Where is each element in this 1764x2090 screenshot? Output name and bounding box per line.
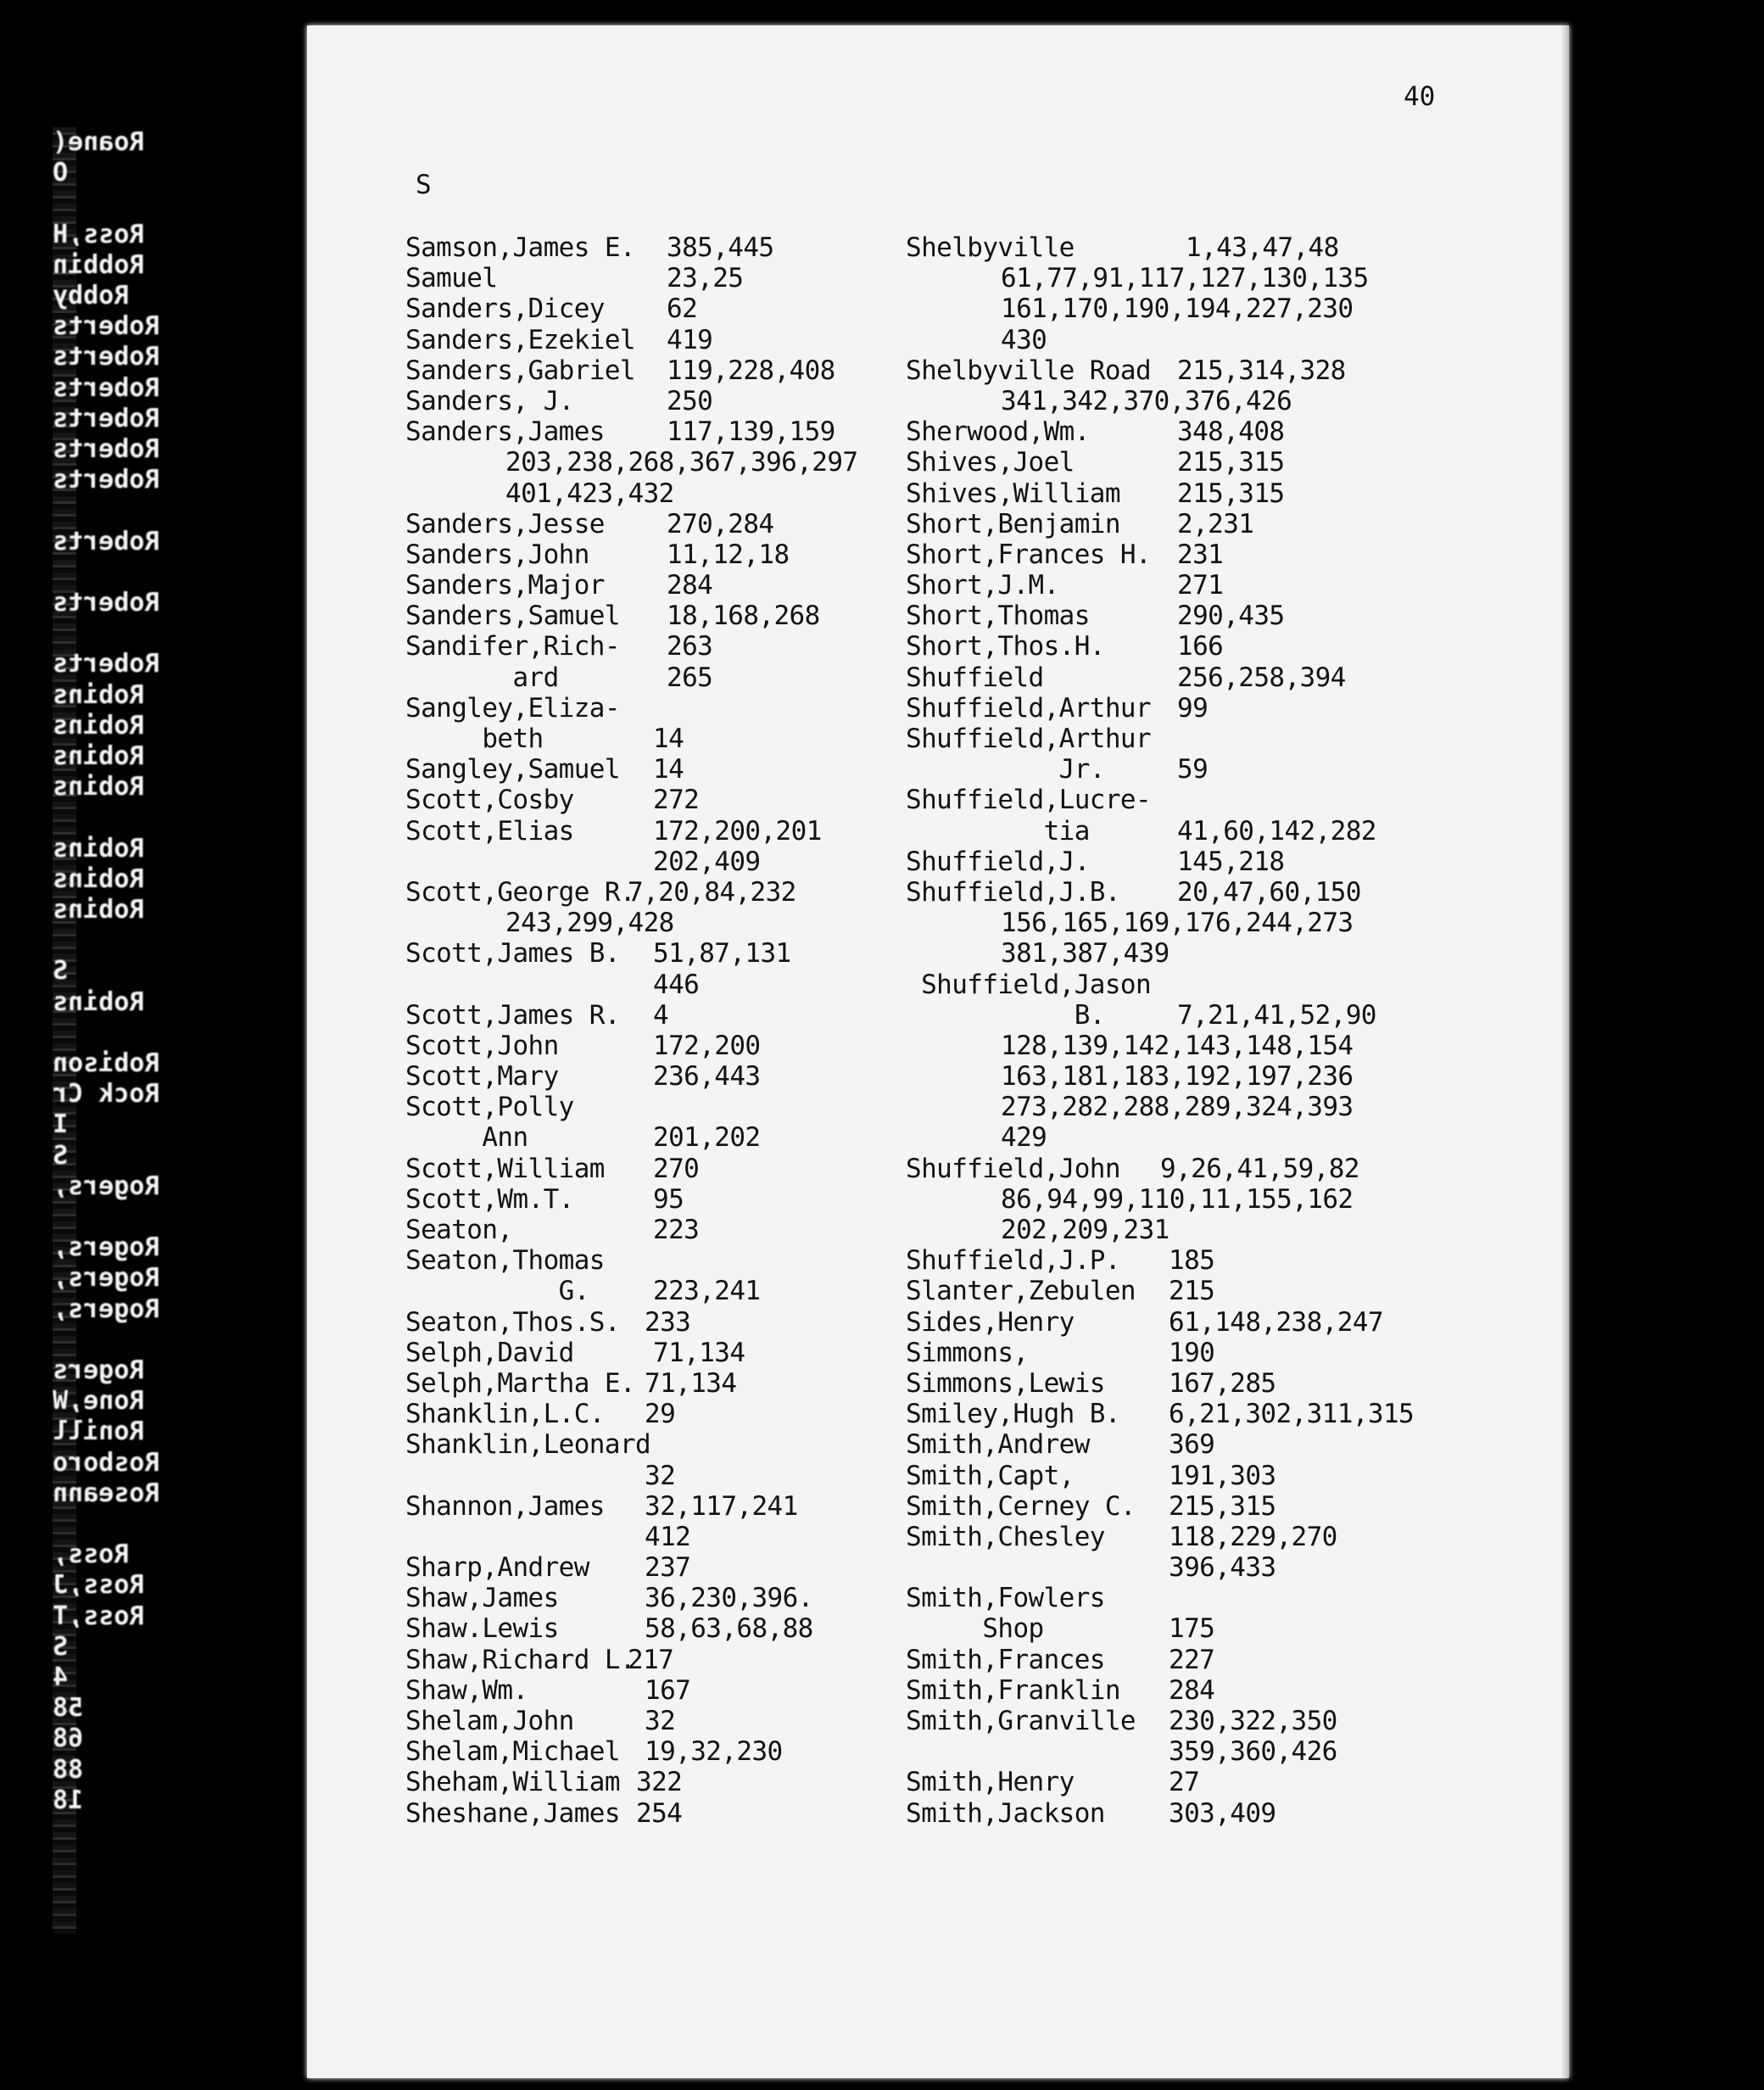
entry-pages: 29 <box>645 1399 676 1430</box>
index-entry <box>906 1461 1499 1491</box>
entry-pages: 215,315 <box>1177 478 1285 509</box>
entry-name: Smith,Cerney C. <box>906 1490 1136 1522</box>
bleed-through-text <box>53 557 171 588</box>
bleed-through-text: Robins <box>53 863 145 894</box>
entry-pages: 19,32,230 <box>645 1736 783 1768</box>
entry-name: Sanders,James <box>405 416 605 448</box>
entry-pages: 203,238,268,367,396,297 <box>505 447 858 478</box>
entry-pages: 145,218 <box>1177 846 1285 877</box>
entry-pages: 36,230,396. <box>645 1583 813 1614</box>
entry-name: Sandifer,Rich- <box>405 631 620 662</box>
entry-pages: 1,43,47,48 <box>1186 232 1339 263</box>
entry-pages: 272 <box>653 785 700 816</box>
bleed-through-text: Rock Cr <box>53 1079 160 1109</box>
index-entry <box>906 1000 1499 1031</box>
entry-pages: 381,387,439 <box>1001 938 1169 970</box>
index-entry <box>906 1276 1499 1306</box>
entry-name: Shop <box>906 1613 1044 1645</box>
bleed-through-text <box>53 188 171 219</box>
entry-name: Short,Benjamin <box>906 508 1120 539</box>
entry-pages: 412 <box>645 1521 691 1552</box>
bleed-through-text: Roberts <box>53 649 160 679</box>
bleed-through-text: Roberts <box>53 434 160 464</box>
index-entry <box>906 293 1499 324</box>
entry-pages: 58,63,68,88 <box>645 1613 813 1645</box>
entry-pages: 6,21,302,311,315 <box>1169 1399 1415 1430</box>
section-letter: S <box>416 170 432 200</box>
entry-pages: 303,409 <box>1169 1797 1276 1829</box>
bleed-through-text: Roberts <box>53 465 160 495</box>
entry-pages: 223 <box>653 1215 700 1245</box>
bleed-through-text: S <box>53 1631 69 1662</box>
entry-pages: 167,285 <box>1169 1367 1276 1399</box>
bleed-through-text: Ross,T <box>53 1601 145 1631</box>
bleed-through-text: Robby <box>53 281 130 310</box>
entry-pages: 20,47,60,150 <box>1177 876 1361 908</box>
entry-name: Shuffield,J.B. <box>906 876 1120 908</box>
entry-name: Simmons,Lewis <box>906 1367 1105 1399</box>
index-entry <box>906 1122 1499 1153</box>
entry-pages: 256,258,394 <box>1177 662 1346 693</box>
bleed-through-text <box>53 1018 171 1048</box>
index-entry <box>906 785 1499 815</box>
entry-pages: 119,228,408 <box>667 355 835 386</box>
index-entry <box>906 1491 1499 1522</box>
index-entry <box>906 877 1499 908</box>
entry-name: Scott,William <box>405 1153 605 1184</box>
entry-pages: 14 <box>653 724 684 754</box>
index-entry <box>906 1522 1499 1552</box>
entry-name: Sharp,Andrew <box>405 1552 589 1584</box>
entry-name: Sanders,John <box>405 539 589 570</box>
index-entry <box>906 938 1499 969</box>
bleed-through-text: Robins <box>53 895 145 925</box>
index-entry <box>906 509 1499 539</box>
entry-pages: 270 <box>653 1153 700 1184</box>
entry-pages: 71,134 <box>645 1367 737 1399</box>
entry-pages: 7,20,84,232 <box>628 876 796 908</box>
entry-name: Shuffield,Arthur <box>906 724 1152 754</box>
entry-name: Sheham,William <box>405 1767 620 1798</box>
entry-pages: 166 <box>1177 631 1224 662</box>
bleed-through-margin <box>53 127 171 1934</box>
entry-pages: 322 <box>636 1767 683 1798</box>
bleed-through-text: Rogers, <box>53 1294 160 1324</box>
entry-name: Seaton,Thomas <box>405 1245 605 1277</box>
bleed-through-text: 58 <box>53 1693 84 1724</box>
entry-pages: 396,433 <box>1169 1552 1276 1584</box>
entry-pages: 99 <box>1177 692 1209 724</box>
entry-name: Short,Thos.H. <box>906 631 1105 662</box>
index-entry <box>906 1215 1499 1245</box>
index-entry <box>906 816 1499 847</box>
entry-pages: 32 <box>645 1460 676 1491</box>
entry-name: Simmons, <box>906 1337 1029 1368</box>
bleed-through-text: Robins <box>53 679 145 710</box>
entry-name: Sanders,Jesse <box>405 508 605 539</box>
index-entry <box>906 970 1499 1000</box>
entry-name: Short,Frances H. <box>906 539 1152 570</box>
bleed-through-text: Robins <box>53 772 145 802</box>
index-entry <box>906 847 1499 877</box>
entry-pages: 190 <box>1169 1337 1215 1368</box>
entry-pages: 348,408 <box>1177 416 1285 448</box>
entry-pages: 385,445 <box>667 232 774 263</box>
index-entry <box>906 1736 1499 1767</box>
entry-name: Smith,Chesley <box>906 1521 1105 1552</box>
entry-name: Scott,Cosby <box>405 785 574 816</box>
entry-name: Shaw,Richard L. <box>405 1644 635 1675</box>
bleed-through-text <box>53 802 171 833</box>
index-entry <box>906 1798 1499 1829</box>
entry-pages: 118,229,270 <box>1169 1521 1337 1552</box>
bleed-through-text: Roseann <box>53 1478 160 1508</box>
bleed-through-text <box>53 1202 171 1232</box>
entry-pages: 284 <box>667 570 713 601</box>
entry-name: Shanklin,L.C. <box>405 1399 605 1430</box>
entry-pages: 202,409 <box>653 846 761 877</box>
entry-name: tia <box>906 815 1090 847</box>
entry-pages: 61,148,238,247 <box>1169 1306 1383 1338</box>
right-index-column <box>906 232 1499 1829</box>
bleed-through-text: Rone,W <box>53 1386 145 1417</box>
bleed-through-text: S <box>53 1140 69 1171</box>
entry-pages: 254 <box>636 1797 683 1829</box>
index-entry <box>906 1368 1499 1399</box>
entry-name: Shuffield,John <box>906 1153 1120 1184</box>
entry-pages: 237 <box>645 1552 691 1584</box>
entry-pages: 250 <box>667 385 713 416</box>
entry-name: Smith,Jackson <box>906 1797 1105 1829</box>
entry-name: Scott,Polly <box>405 1092 574 1123</box>
bleed-through-text: Roberts <box>53 588 160 618</box>
entry-pages: 167 <box>645 1674 691 1706</box>
index-entry <box>906 416 1499 447</box>
index-entry <box>906 1645 1499 1675</box>
entry-pages: 202,209,231 <box>1001 1215 1169 1245</box>
index-entry <box>906 447 1499 478</box>
entry-pages: 446 <box>653 969 700 1000</box>
index-entry <box>906 355 1499 386</box>
bleed-through-text: Roberts <box>53 311 160 342</box>
entry-pages: 419 <box>667 324 713 355</box>
index-entry <box>906 263 1499 293</box>
entry-name: Selph,David <box>405 1337 574 1368</box>
index-entry <box>906 386 1499 416</box>
index-entry <box>906 1338 1499 1368</box>
entry-name: Sheshane,James <box>405 1797 620 1829</box>
entry-pages: 223,241 <box>653 1276 761 1307</box>
entry-pages: 172,200 <box>653 1030 761 1061</box>
bleed-through-text: Robins <box>53 833 145 863</box>
entry-pages: 233 <box>645 1306 691 1338</box>
bleed-through-text: Roane( <box>53 127 145 157</box>
page-number: 40 <box>1404 81 1436 112</box>
entry-pages: 41,60,142,282 <box>1177 815 1376 847</box>
index-entry <box>906 1399 1499 1429</box>
bleed-through-text <box>53 1509 171 1540</box>
entry-pages: 32 <box>645 1706 676 1736</box>
index-entry <box>906 232 1499 263</box>
entry-pages: 11,12,18 <box>667 539 790 570</box>
entry-name: Shives,Joel <box>906 447 1075 478</box>
bleed-through-text: Robison <box>53 1048 160 1078</box>
entry-name: Sanders, J. <box>405 385 574 416</box>
entry-name: Smiley,Hugh B. <box>906 1399 1120 1430</box>
entry-pages: 401,423,432 <box>505 478 674 509</box>
entry-name: Shaw,James <box>405 1583 559 1614</box>
index-entry <box>906 1767 1499 1797</box>
index-entry <box>906 570 1499 601</box>
index-entry <box>906 1613 1499 1644</box>
entry-pages: 128,139,142,143,148,154 <box>1001 1030 1354 1061</box>
entry-name: Shuffield,Jason <box>906 969 1152 1000</box>
entry-name: Short,Thomas <box>906 601 1090 632</box>
bleed-through-text: 4 <box>53 1662 69 1692</box>
entry-pages: 341,342,370,376,426 <box>1001 385 1292 416</box>
bleed-through-text: Rosboro <box>53 1447 160 1478</box>
entry-name: Shelam,Michael <box>405 1736 620 1768</box>
entry-name: Smith,Granville <box>906 1706 1136 1736</box>
entry-name: Selph,Martha E. <box>405 1367 635 1399</box>
entry-name: Smith,Franklin <box>906 1674 1120 1706</box>
index-entry <box>906 693 1499 724</box>
entry-name: Shannon,James <box>405 1490 605 1522</box>
entry-pages: 51,87,131 <box>653 938 791 970</box>
entry-name: beth <box>405 724 544 754</box>
entry-pages: 215 <box>1169 1276 1215 1307</box>
bleed-through-text: Robbin <box>53 249 145 280</box>
entry-name: Shelbyville Road <box>906 355 1152 386</box>
entry-name: Sangley,Samuel <box>405 754 620 785</box>
entry-name: Shuffield,J. <box>906 846 1090 877</box>
entry-pages: 23,25 <box>667 263 744 294</box>
bleed-through-text: Roberts <box>53 403 160 433</box>
entry-pages: 156,165,169,176,244,273 <box>1001 908 1354 939</box>
entry-pages: 270,284 <box>667 508 774 539</box>
bleed-through-text: O <box>53 158 69 188</box>
entry-name: Sanders,Major <box>405 570 605 601</box>
entry-pages: 230,322,350 <box>1169 1706 1337 1736</box>
entry-name: Scott,Mary <box>405 1061 559 1092</box>
entry-pages: 172,200,201 <box>653 815 822 847</box>
bleed-through-text: Rogers, <box>53 1232 160 1263</box>
entry-pages: 71,134 <box>653 1337 745 1368</box>
entry-name: Scott,John <box>405 1030 559 1061</box>
bleed-through-text: Ross, <box>53 1540 130 1570</box>
entry-name: Smith,Capt, <box>906 1460 1075 1491</box>
bleed-through-text <box>53 618 171 649</box>
index-entry <box>906 1245 1499 1276</box>
entry-name: Seaton,Thos.S. <box>405 1306 620 1338</box>
index-entry <box>906 1706 1499 1736</box>
entry-pages: 290,435 <box>1177 601 1285 632</box>
entry-pages: 227 <box>1169 1644 1215 1675</box>
entry-name: Scott,George R. <box>405 876 635 908</box>
entry-name: Slanter,Zebulen <box>906 1276 1136 1307</box>
entry-name: Sanders,Ezekiel <box>405 324 635 355</box>
entry-pages: 243,299,428 <box>505 908 674 939</box>
entry-pages: 429 <box>1001 1122 1047 1154</box>
entry-name: Sides,Henry <box>906 1306 1075 1338</box>
index-entry <box>906 908 1499 938</box>
entry-pages: 2,231 <box>1177 508 1254 539</box>
entry-name: Sanders,Gabriel <box>405 355 635 386</box>
entry-pages: 9,26,41,59,82 <box>1160 1153 1359 1184</box>
entry-pages: 217 <box>628 1644 674 1675</box>
bleed-through-text: Robins <box>53 986 145 1017</box>
bleed-through-text: Rogers, <box>53 1171 160 1201</box>
bleed-through-text <box>53 1325 171 1355</box>
entry-pages: 231 <box>1177 539 1224 570</box>
entry-name: Shuffield,Lucre- <box>906 785 1152 816</box>
bleed-through-text: Roberts <box>53 372 160 403</box>
entry-pages: 86,94,99,110,11,155,162 <box>1001 1183 1354 1215</box>
bleed-through-text: 18 <box>53 1785 84 1815</box>
bleed-through-text: Ross,J <box>53 1570 145 1601</box>
index-entry <box>906 1429 1499 1460</box>
entry-name: Shelam,John <box>405 1706 574 1736</box>
entry-pages: 271 <box>1177 570 1224 601</box>
entry-pages: 430 <box>1001 324 1047 355</box>
bleed-through-text: 68 <box>53 1724 84 1754</box>
index-entry <box>906 1092 1499 1122</box>
entry-pages: 95 <box>653 1183 684 1215</box>
index-entry <box>906 1552 1499 1583</box>
entry-pages: 185 <box>1169 1245 1215 1277</box>
entry-pages: 359,360,426 <box>1169 1736 1337 1768</box>
entry-name: Shuffield <box>906 662 1044 693</box>
entry-name: Shuffield,J.P. <box>906 1245 1120 1277</box>
entry-name: Smith,Henry <box>906 1767 1075 1798</box>
entry-name: ard <box>405 662 559 693</box>
bleed-through-text: S <box>53 956 69 986</box>
entry-pages: 62 <box>667 293 698 325</box>
entry-name: Shaw,Wm. <box>405 1674 528 1706</box>
entry-pages: 215,314,328 <box>1177 355 1346 386</box>
index-entry <box>906 1184 1499 1215</box>
index-entry <box>906 724 1499 754</box>
entry-name: Sherwood,Wm. <box>906 416 1090 448</box>
index-entry <box>906 1307 1499 1338</box>
entry-pages: 4 <box>653 999 669 1031</box>
index-entry <box>906 1583 1499 1613</box>
index-entry <box>906 754 1499 785</box>
entry-name: Smith,Frances <box>906 1644 1105 1675</box>
bleed-through-text: Ross,H <box>53 219 145 249</box>
entry-name: G. <box>405 1276 589 1307</box>
index-entry <box>906 631 1499 662</box>
entry-name: Ann <box>405 1122 528 1154</box>
entry-name: Smith,Fowlers <box>906 1583 1105 1614</box>
index-entry <box>906 325 1499 355</box>
bleed-through-text <box>53 925 171 956</box>
entry-name: Shives,William <box>906 478 1120 509</box>
entry-pages: 201,202 <box>653 1122 761 1154</box>
entry-name: Seaton, <box>405 1215 513 1245</box>
bleed-through-text: Ronill <box>53 1417 145 1447</box>
bleed-through-text: Roberts <box>53 526 160 556</box>
entry-pages: 7,21,41,52,90 <box>1177 999 1376 1031</box>
bleed-through-text: I <box>53 1109 69 1140</box>
entry-name: Scott,Wm.T. <box>405 1183 574 1215</box>
entry-pages: 236,443 <box>653 1061 761 1092</box>
entry-pages: 27 <box>1169 1767 1200 1798</box>
bleed-through-text: 88 <box>53 1754 84 1785</box>
entry-name: Samson,James E. <box>405 232 635 263</box>
entry-name: Samuel <box>405 263 498 294</box>
entry-pages: 163,181,183,192,197,236 <box>1001 1061 1354 1092</box>
index-entry <box>906 1061 1499 1092</box>
bleed-through-text: Roberts <box>53 342 160 372</box>
entry-pages: 273,282,288,289,324,393 <box>1001 1092 1354 1123</box>
entry-name: Scott,James B. <box>405 938 620 970</box>
entry-name: Scott,Elias <box>405 815 574 847</box>
index-entry <box>906 601 1499 631</box>
entry-pages: 215,315 <box>1169 1490 1276 1522</box>
entry-pages: 265 <box>667 662 713 693</box>
entry-name: Sanders,Dicey <box>405 293 605 325</box>
entry-pages: 14 <box>653 754 684 785</box>
index-entry <box>906 1675 1499 1706</box>
entry-name: Jr. <box>906 754 1105 785</box>
index-entry <box>906 539 1499 570</box>
entry-pages: 284 <box>1169 1674 1215 1706</box>
entry-name: Shanklin,Leonard <box>405 1429 651 1461</box>
entry-pages: 369 <box>1169 1429 1215 1461</box>
index-entry <box>906 478 1499 509</box>
index-entry <box>906 1031 1499 1061</box>
index-entry <box>906 662 1499 693</box>
entry-name: Scott,James R. <box>405 999 620 1031</box>
bleed-through-text <box>53 495 171 526</box>
entry-name: Short,J.M. <box>906 570 1059 601</box>
entry-name: B. <box>906 999 1105 1031</box>
bleed-through-text: Robins <box>53 741 145 771</box>
entry-name: Smith,Andrew <box>906 1429 1090 1461</box>
entry-pages: 59 <box>1177 754 1209 785</box>
entry-name: Shaw.Lewis <box>405 1613 559 1645</box>
entry-pages: 61,77,91,117,127,130,135 <box>1001 263 1369 294</box>
entry-pages: 32,117,241 <box>645 1490 798 1522</box>
bleed-through-text: Rogers, <box>53 1263 160 1294</box>
entry-name: Sangley,Eliza- <box>405 692 620 724</box>
index-entry <box>906 1154 1499 1184</box>
entry-pages: 175 <box>1169 1613 1215 1645</box>
entry-pages: 161,170,190,194,227,230 <box>1001 293 1354 325</box>
entry-pages: 18,168,268 <box>667 601 820 632</box>
bleed-through-text: Rogers <box>53 1355 145 1385</box>
entry-name: Shuffield,Arthur <box>906 692 1152 724</box>
entry-pages: 117,139,159 <box>667 416 835 448</box>
entry-name: Sanders,Samuel <box>405 601 620 632</box>
entry-pages: 191,303 <box>1169 1460 1276 1491</box>
bleed-through-text: Robins <box>53 710 145 740</box>
entry-pages: 215,315 <box>1177 447 1285 478</box>
entry-name: Shelbyville <box>906 232 1075 263</box>
entry-pages: 263 <box>667 631 713 662</box>
